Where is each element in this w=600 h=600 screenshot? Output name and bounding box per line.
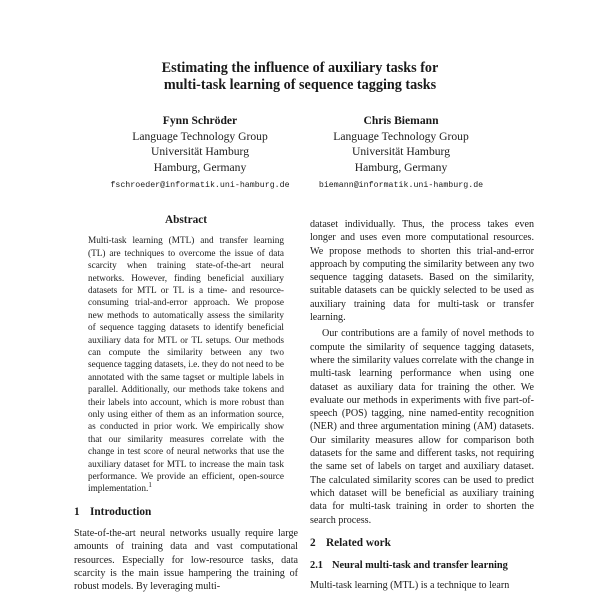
abstract-heading: Abstract xyxy=(164,214,208,226)
title-line-2: multi-task learning of sequence tagging tasks xyxy=(163,77,437,93)
section-heading-introduction xyxy=(74,506,298,519)
author-name: Chris Biemann xyxy=(363,114,439,127)
intro-paragraph: State-of-the-art neural networks usually require large amounts of training data and vast computational resources. Especially for low-resource tasks, data scarcity is the main issue hampering the training of robust models. By leveraging multi- xyxy=(74,528,298,593)
related-paragraph: Multi-task learning (MTL) is a technique to learn xyxy=(310,580,510,592)
title-line-1: Estimating the influence of auxiliary tasks for xyxy=(161,60,439,76)
subsection-number: 2.1 xyxy=(310,560,323,572)
body-paragraph-1: dataset individually. Thus, the process takes even longer and uses even more computational resources. We propose methods to shorten this trial-and-error approach by computing the similarity between any two sequence tagging datasets. Based on the similarity, suitable datasets can be quickly selected to be used as auxiliary training data for multi-task or transfer learning. xyxy=(310,219,534,324)
author-university: Universität Hamburg xyxy=(352,145,450,158)
author-email: fschroeder@informatik.uni-hamburg.de xyxy=(110,181,290,190)
subsection-title: Neural multi-task and transfer learning xyxy=(332,560,508,572)
section-number: 1 xyxy=(74,505,80,518)
subsection-heading xyxy=(310,559,534,572)
section-number: 2 xyxy=(310,536,316,549)
author-name: Fynn Schröder xyxy=(162,114,238,127)
section-title: Related work xyxy=(326,536,391,549)
author-location: Hamburg, Germany xyxy=(153,160,247,174)
left-column xyxy=(74,214,298,594)
author-email: biemann@informatik.uni-hamburg.de xyxy=(318,181,484,190)
author-university: Universität Hamburg xyxy=(151,145,249,158)
author-block-2 xyxy=(296,113,506,194)
abstract-body: Multi-task learning (MTL) and transfer learning (TL) are techniques to overcome the issue of data scarcity when training state-of-the-art neural networks. However, finding beneficial auxiliary datasets for MTL or TL is a time- and resource-consuming trial-and-error approach. We propose new methods to automatically assess the similarity of sequence tagging datasets to identify beneficial auxiliary data for MTL or TL setups. Our methods can compute the similarity between any two sequence tagging datasets, i.e. they do not need to be annotated with the same tagset or multiple labels in parallel. Additionally, our methods take tokens and their labels into account, which is more robust than only using either of them as an information source, as conducted in prior work. We empirically show that our similarity measures correlate with the change in test score of neural networks that use the auxiliary dataset for MTL to increase the main task performance. We provide an efficient, open-source implementation. xyxy=(88,236,284,495)
author-affiliation: Language Technology Group xyxy=(132,129,268,143)
abstract-text xyxy=(88,235,284,496)
author-block-1 xyxy=(95,113,305,194)
section-heading-related-work xyxy=(310,537,534,550)
author-affiliation: Language Technology Group xyxy=(333,129,469,143)
footnote-mark: 1 xyxy=(148,481,152,490)
paper-title xyxy=(0,60,600,94)
right-column xyxy=(310,218,534,593)
author-location: Hamburg, Germany xyxy=(354,160,448,174)
section-title: Introduction xyxy=(90,505,152,518)
body-paragraph-2: Our contributions are a family of novel methods to compute the similarity of sequence tagging datasets, where the similarity values correlate with the change in multi-task learning performance when using one dataset as auxiliary data for training the other. We evaluate our methods in experiments with five part-of-speech (POS) tagging, nine named-entity recognition (NER) and three argumentation mining (AM) datasets. Our similarity measures allow for comparison both datasets for the same and different tasks, not requiring the same set of labels on target and auxiliary dataset. The calculated similarity scores can be used to predict which dataset will be beneficial as auxiliary training data for multi-task training in order to shorten the search process. xyxy=(310,328,534,526)
